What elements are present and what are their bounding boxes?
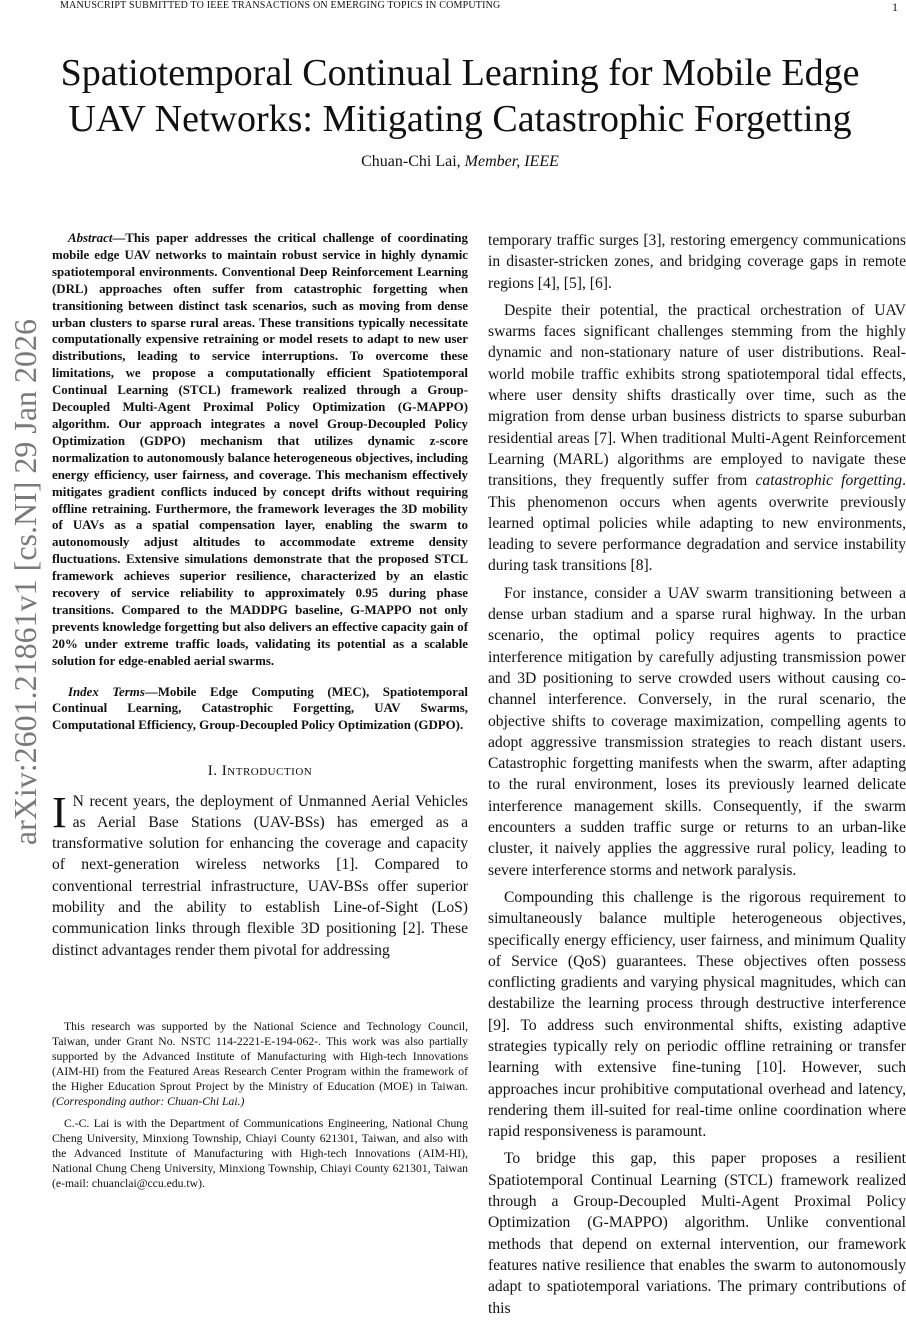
intro-paragraph-2-text-b: . This phenomenon occurs when agents overwrite previously learned optimal policies while adapting to new environments, leading to severe performance degradation and service instability during task transitions [8]. bbox=[488, 472, 906, 575]
abstract bbox=[52, 230, 468, 670]
author-membership: Member, IEEE bbox=[464, 153, 559, 170]
index-terms-label: Index Terms bbox=[68, 684, 145, 699]
intro-paragraph-3: For instance, consider a UAV swarm transitioning between a dense urban stadium and a sparse rural highway. In the urban scenario, the optimal policy requires agents to practice interference mitigation by carefully adjusting transmission power and 3D positioning to serve crowded users without causing co-channel interference. Conversely, in the rural scenario, the objective shifts to coverage maximization, compelling agents to adopt aggressive transmission strategies to reach distant users. Catastrophic forgetting manifests when the swarm, after adapting to the rural environment, loses its previously learned delicate interference management skills. Consequently, if the swarm encounters a sudden traffic surge or returns to an urban-like cluster, it naively applies the aggressive rural policy, leading to severe interference storms and network paralysis. bbox=[488, 584, 906, 879]
index-terms bbox=[52, 684, 468, 735]
intro-paragraph-1 bbox=[52, 787, 468, 961]
index-terms-text: —Mobile Edge Computing (MEC), Spatiotemporal Continual Learning, Catastrophic Forgetting, UAV Swarms, Computational Efficiency, Group-Decoupled Policy Optimization (GDPO). bbox=[52, 684, 468, 733]
section-number: I. bbox=[207, 763, 218, 780]
corresponding-author-note: (Corresponding author: Chuan-Chi Lai.) bbox=[52, 1094, 245, 1108]
funding-footnote-text: This research was supported by the National Science and Technology Council, Taiwan, under Grant No. NSTC 114-2221-E-194-062-. This work was also partially supported by the Advanced Institute of Manufacturing with High-tech Innovations (AIM-HI) from the Featured Areas Research Center Program within the framework of the Higher Education Sprout Project by the Ministry of Education (MOE) in Taiwan. bbox=[52, 1020, 468, 1093]
intro-paragraph-1-text: N recent years, the deployment of Unmanned Aerial Vehicles as Aerial Base Stations (UAV-BSs) has emerged as a transformative solution for enhancing the coverage and capacity of next-generation wireless networks [1]. Compared to conventional terrestrial infrastructure, UAV-BSs offer superior mobility and the ability to establish Line-of-Sight (LoS) communication links through flexible 3D positioning [2]. These distinct advantages render them pivotal for addressing bbox=[52, 792, 468, 959]
paper-title bbox=[40, 50, 880, 142]
paper-title-line-1: Spatiotemporal Continual Learning for Mobile Edge bbox=[60, 52, 860, 94]
intro-paragraph-5: To bridge this gap, this paper proposes a resilient Spatiotemporal Continual Learning (STCL) framework realized through a Group-Decoupled Multi-Agent Proximal Policy Optimization (G-MAPPO) algorithm. Unlike conventional methods that depend on external intervention, our framework features native resilience that enables the swarm to autonomously adapt to spatiotemporal variations. The primary contributions of this bbox=[488, 1150, 906, 1317]
term-catastrophic-forgetting: catastrophic forgetting bbox=[755, 472, 903, 490]
intro-paragraph-4: Compounding this challenge is the rigorous requirement to simultaneously balance multiple heterogeneous objectives, specifically energy efficiency, user fairness, and minimum Quality of Service (QoS) guarantees. These objectives often possess conflicting gradients and varying physical magnitudes, which can destabilize the learning process through destructive interference [9]. To address such environmental shifts, existing adaptive strategies typically rely on periodic offline retraining or transfer learning with extensive fine-tuning [10]. However, such approaches incur prohibitive computational overhead and latency, rendering them ill-suited for real-time online coordination where rapid responsiveness is paramount. bbox=[488, 888, 906, 1141]
left-column bbox=[52, 230, 468, 967]
intro-paragraph-1-continued: temporary traffic surges [3], restoring emergency communications in disaster-stricken zones, and bridging coverage gaps in remote regions [4], [5], [6]. bbox=[488, 232, 906, 292]
running-head: MANUSCRIPT SUBMITTED TO IEEE TRANSACTIONS ON EMERGING TOPICS IN COMPUTING bbox=[60, 0, 501, 11]
abstract-text: —This paper addresses the critical challenge of coordinating mobile edge UAV networks to maintain robust service in highly dynamic spatiotemporal environments. Conventional Deep Reinforcement Learning (DRL) approaches often suffer from catastrophic forgetting when transitioning between distinct task scenarios, such as moving from dense urban clusters to sparse rural areas. These transitions typically necessitate computationally expensive retraining or model resets to adapt to new user distributions, leading to service interruptions. To overcome these limitations, we propose a computationally efficient Spatiotemporal Continual Learning (STCL) framework realized through a Group-Decoupled Multi-Agent Proximal Policy Optimization (G-MAPPO) algorithm. Our approach integrates a novel Group-Decoupled Policy Optimization (GDPO) mechanism that utilizes dynamic z-score normalization to autonomously balance heterogeneous objectives, including energy efficiency, user fairness, and coverage. This mechanism effectively mitigates gradient conflicts induced by concept drifts without requiring offline retraining. Furthermore, the framework leverages the 3D mobility of UAVs as a spatial compensation layer, enabling the swarm to autonomously adjust altitudes to accommodate extreme density fluctuations. Extensive simulations demonstrate that the proposed STCL framework achieves superior resilience, characterized by an elastic recovery of service reliability to approximately 0.95 during phase transitions. Compared to the MADDPG baseline, G-MAPPO not only prevents knowledge forgetting but also delivers an effective capacity gain of 20% under extreme traffic loads, validating its potential as a scalable solution for edge-enabled aerial swarms. bbox=[52, 231, 468, 668]
right-column bbox=[488, 230, 906, 1325]
footnotes bbox=[52, 1020, 468, 1200]
arxiv-identifier-stamp: arXiv:2601.21861v1 [cs.NI] 29 Jan 2026 bbox=[7, 318, 43, 846]
funding-footnote bbox=[52, 1020, 468, 1109]
section-title: Introduction bbox=[221, 763, 313, 780]
intro-paragraph-2-text-a: Despite their potential, the practical orchestration of UAV swarms faces significant challenges stemming from the highly dynamic and non-stationary nature of user distributions. Real-world mobile traffic exhibits strong spatiotemporal tidal effects, where user density shifts drastically over time, such as the migration from dense urban business districts to sparse suburban residential areas [7]. When traditional Multi-Agent Reinforcement Learning (MARL) algorithms are employed to navigate these transitions, they frequently suffer from bbox=[488, 301, 906, 490]
drop-cap-letter: I bbox=[52, 787, 67, 837]
paper-title-line-2: UAV Networks: Mitigating Catastrophic Forgetting bbox=[68, 98, 852, 140]
intro-paragraph-2 bbox=[488, 300, 906, 577]
page-number: 1 bbox=[892, 0, 898, 14]
author-name: Chuan-Chi Lai, bbox=[361, 153, 461, 170]
affiliation-footnote: C.-C. Lai is with the Department of Communications Engineering, National Chung Cheng University, Minxiong Township, Chiayi County 621301, Taiwan, and also with the Advanced Institute of Manufacturing with High-tech Innovations (AIM-HI), National Chung Cheng University, Minxiong Township, Chiayi County 621301, Taiwan (e-mail: chuanclai@ccu.edu.tw). bbox=[52, 1117, 468, 1191]
section-heading-introduction bbox=[52, 761, 468, 782]
author-line bbox=[40, 153, 880, 171]
abstract-label: Abstract bbox=[68, 231, 113, 245]
